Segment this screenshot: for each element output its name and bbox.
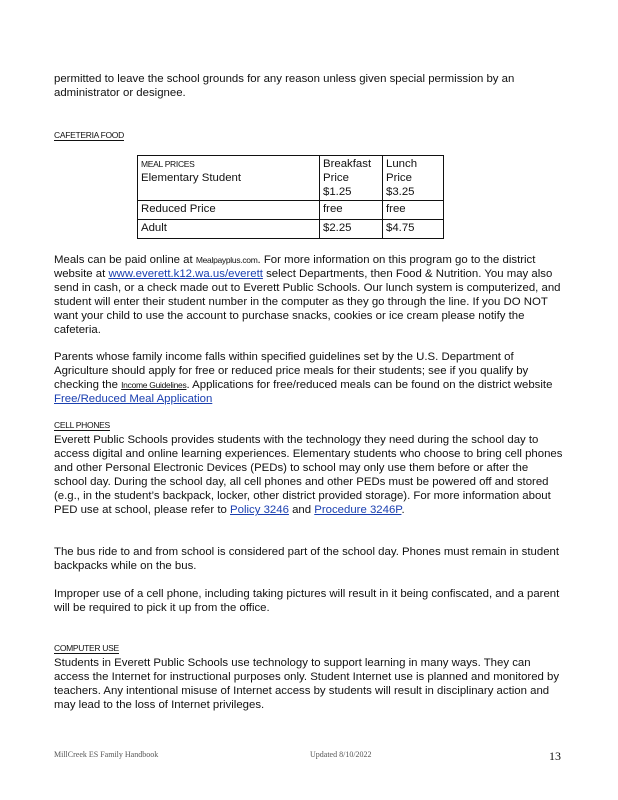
improper-use-paragraph: Improper use of a cell phone, including taking pictures will result in it being confiscated, and a parent will be required to pick it up from the office.	[54, 588, 560, 615]
table-row	[138, 156, 444, 201]
row-label-adult: Adult	[138, 220, 320, 239]
page-number: 13	[549, 749, 561, 763]
text-span: .	[401, 504, 405, 517]
price-adult-lunch: $4.75	[383, 220, 444, 239]
procedure-3246p-link[interactable]: Procedure 3246P	[314, 504, 402, 517]
text-span: Meals can be paid online at	[54, 254, 196, 266]
intro-line-2: administrator or designee.	[54, 87, 186, 100]
district-website-link[interactable]: www.everett.k12.wa.us/everett	[108, 268, 263, 281]
meal-payment-paragraph	[54, 253, 564, 338]
mealpayplus-text: Mealpayplus.com	[195, 255, 258, 265]
meal-prices-table	[137, 155, 444, 239]
cell-phones-heading: CELL PHONES	[54, 420, 110, 430]
cafeteria-heading: CAFETERIA FOOD	[54, 130, 124, 140]
col-header-breakfast: Breakfast Price	[323, 158, 372, 184]
price-elementary-breakfast: $1.25	[323, 186, 352, 198]
table-cell	[320, 156, 383, 201]
computer-use-heading: COMPUTER USE	[54, 643, 119, 653]
income-guidelines-link[interactable]: Income Guidelines	[121, 380, 187, 391]
free-reduced-paragraph	[54, 350, 564, 406]
text-span: Parents whose family income falls within specified guidelines set by the U.S. Department of Agriculture should apply for free or reduced price meals for their students; see if you qualify by checking the	[54, 351, 529, 392]
footer-school: MillCreek ES Family Handbook	[54, 750, 159, 759]
table-cell	[383, 156, 444, 201]
price-adult-breakfast: $2.25	[320, 220, 383, 239]
price-reduced-breakfast: free	[320, 201, 383, 220]
price-elementary-lunch: $3.25	[386, 186, 415, 198]
policy-3246-link[interactable]: Policy 3246	[230, 504, 289, 517]
row-label-elementary: Elementary Student	[141, 172, 242, 184]
table-cell	[138, 156, 320, 201]
col-header-lunch: Lunch Price	[386, 158, 418, 184]
text-span: select Departments, then Food & Nutrition. You may also send in cash, or a check made out to Everett Public Schools. Our lunch system is computerized, and student will enter their student number in the computer as they go through the line. If you DO NOT want your child to use the account to purchase snacks, cookies or ice cream please notify the cafeteria.	[54, 268, 561, 337]
footer-updated: Updated 8/10/2022	[310, 750, 372, 759]
text-span: and	[288, 504, 315, 517]
intro-line-1: permitted to leave the school grounds for any reason unless given special permission by an	[54, 73, 515, 85]
text-span: . Applications for free/reduced meals can be found on the district website	[186, 379, 553, 392]
bus-ride-paragraph: The bus ride to and from school is considered part of the school day. Phones must remain in student backpacks while on the bus.	[54, 546, 560, 573]
row-label-reduced: Reduced Price	[138, 201, 320, 220]
meal-prices-label: MEAL PRICES	[141, 159, 195, 169]
intro-paragraph	[54, 72, 564, 100]
text-span: Everett Public Schools provides students with the technology they need during the school day to access digital and online learning experiences. Elementary students who choose to bring cell phones and other Personal Electronic Devices (PEDs) to school may only use them before or after the school day. During the school day, all cell phones and other PEDs must be powered off and stored (e.g., in the student’s backpack, locker, other district provided storage). For more information about PED use at school, please refer to	[54, 434, 563, 517]
text-span: . For more information on this program go to the district website at	[54, 254, 536, 281]
price-reduced-lunch: free	[383, 201, 444, 220]
cell-phones-paragraph	[54, 433, 564, 518]
table-row	[138, 201, 444, 220]
table-row	[138, 220, 444, 239]
free-reduced-application-link[interactable]: Free/Reduced Meal Application	[54, 393, 213, 406]
computer-use-paragraph: Students in Everett Public Schools use technology to support learning in many ways. They can access the Internet for instructional purposes only. Student Internet use is planned and monitored by teachers. Any intentional misuse of Internet access by students will result in disciplinary action and may lead to the loss of Internet privileges.	[54, 657, 560, 712]
